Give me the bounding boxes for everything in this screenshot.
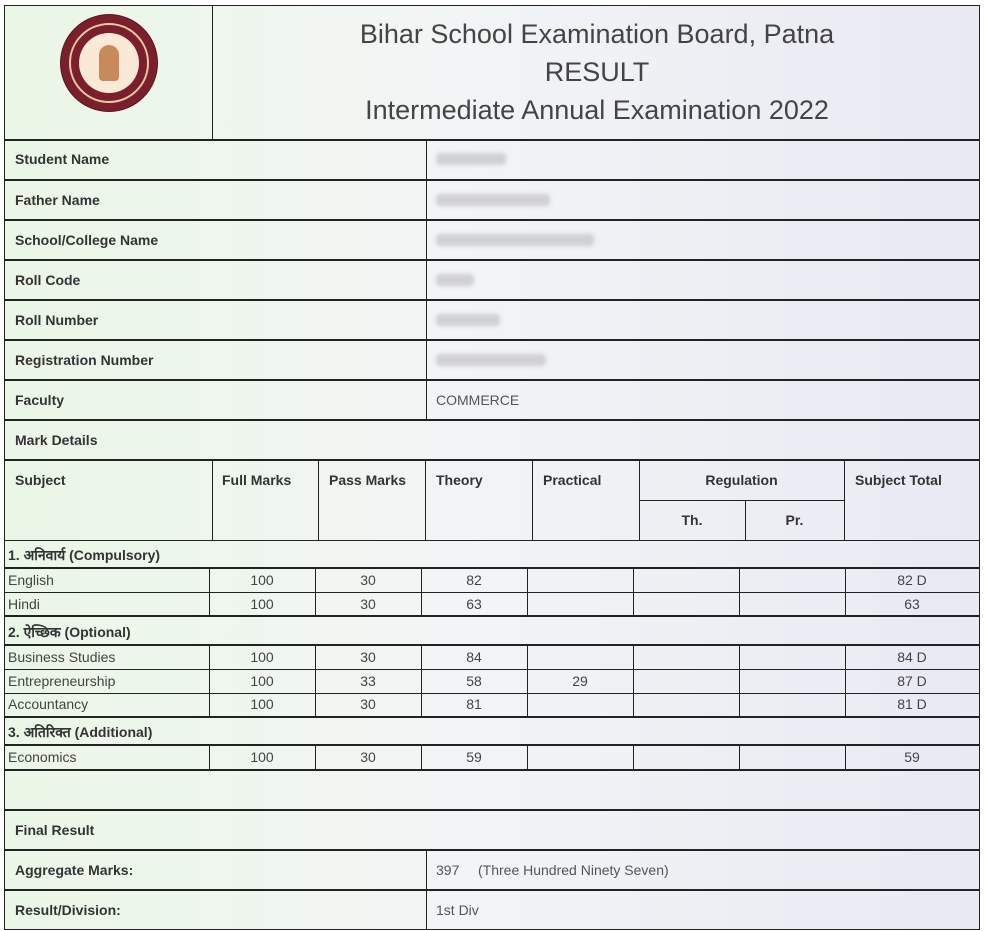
father-name-value — [436, 194, 550, 206]
full-marks: 100 — [250, 572, 274, 588]
subject-total: 63 — [904, 596, 920, 612]
subject-total: 59 — [904, 749, 920, 765]
full-marks: 100 — [250, 673, 274, 689]
aggregate-words: (Three Hundred Ninety Seven) — [478, 862, 669, 878]
theory-marks: 84 — [466, 649, 482, 665]
theory-marks: 82 — [466, 572, 482, 588]
subject-name: Hindi — [8, 596, 40, 612]
roll-code-label: Roll Code — [15, 272, 81, 288]
full-marks: 100 — [250, 649, 274, 665]
pass-marks: 33 — [360, 673, 376, 689]
group-optional: 2. ऐच्छिक (Optional) — [8, 624, 131, 640]
group-additional: 3. अतिरिक्त (Additional) — [8, 724, 153, 740]
faculty-value: COMMERCE — [436, 392, 520, 408]
full-marks: 100 — [250, 749, 274, 765]
exam-name: Intermediate Annual Examination 2022 — [365, 95, 829, 125]
subject-name: Accountancy — [8, 696, 89, 712]
pass-marks: 30 — [360, 649, 376, 665]
aggregate-value: 397 — [436, 862, 460, 878]
bseb-emblem-icon — [61, 15, 157, 111]
col-subject: Subject — [15, 472, 66, 488]
father-name-label: Father Name — [15, 192, 100, 208]
school-name-value — [436, 234, 594, 246]
result-heading: RESULT — [544, 57, 650, 87]
full-marks: 100 — [250, 596, 274, 612]
subject-total: 87 D — [897, 673, 927, 689]
pass-marks: 30 — [360, 749, 376, 765]
result-sheet — [4, 5, 980, 930]
faculty-label: Faculty — [15, 392, 65, 408]
col-regulation: Regulation — [705, 472, 778, 488]
mark-details-title: Mark Details — [15, 432, 98, 448]
subject-name: English — [8, 572, 54, 588]
col-subject-total: Subject Total — [855, 472, 942, 488]
board-name: Bihar School Examination Board, Patna — [359, 19, 835, 49]
subject-total: 82 D — [897, 572, 927, 588]
division-value: 1st Div — [436, 902, 479, 918]
col-full-marks: Full Marks — [222, 472, 292, 488]
final-result-title: Final Result — [15, 822, 95, 838]
col-regulation-th: Th. — [681, 512, 703, 528]
subject-name: Entrepreneurship — [8, 673, 116, 689]
roll-number-label: Roll Number — [15, 312, 99, 328]
aggregate-label: Aggregate Marks: — [15, 862, 134, 878]
col-pass-marks: Pass Marks — [329, 472, 407, 488]
subject-total: 81 D — [897, 696, 927, 712]
pass-marks: 30 — [360, 596, 376, 612]
subject-name: Economics — [8, 749, 77, 765]
pass-marks: 30 — [360, 572, 376, 588]
pass-marks: 30 — [360, 696, 376, 712]
theory-marks: 59 — [466, 749, 482, 765]
col-practical: Practical — [543, 472, 602, 488]
col-regulation-pr: Pr. — [785, 512, 804, 528]
student-name-label: Student Name — [15, 151, 110, 167]
registration-number-value — [436, 354, 546, 366]
school-name-label: School/College Name — [15, 232, 159, 248]
practical-marks: 29 — [572, 673, 588, 689]
registration-number-label: Registration Number — [15, 352, 154, 368]
theory-marks: 81 — [466, 696, 482, 712]
theory-marks: 58 — [466, 673, 482, 689]
student-name-value — [436, 153, 506, 165]
theory-marks: 63 — [466, 596, 482, 612]
division-label: Result/Division: — [15, 902, 121, 918]
full-marks: 100 — [250, 696, 274, 712]
group-compulsory: 1. अनिवार्य (Compulsory) — [8, 547, 161, 563]
subject-name: Business Studies — [8, 649, 116, 665]
col-theory: Theory — [436, 472, 483, 488]
subject-total: 84 D — [897, 649, 927, 665]
roll-number-value — [436, 314, 500, 326]
roll-code-value — [436, 274, 474, 286]
